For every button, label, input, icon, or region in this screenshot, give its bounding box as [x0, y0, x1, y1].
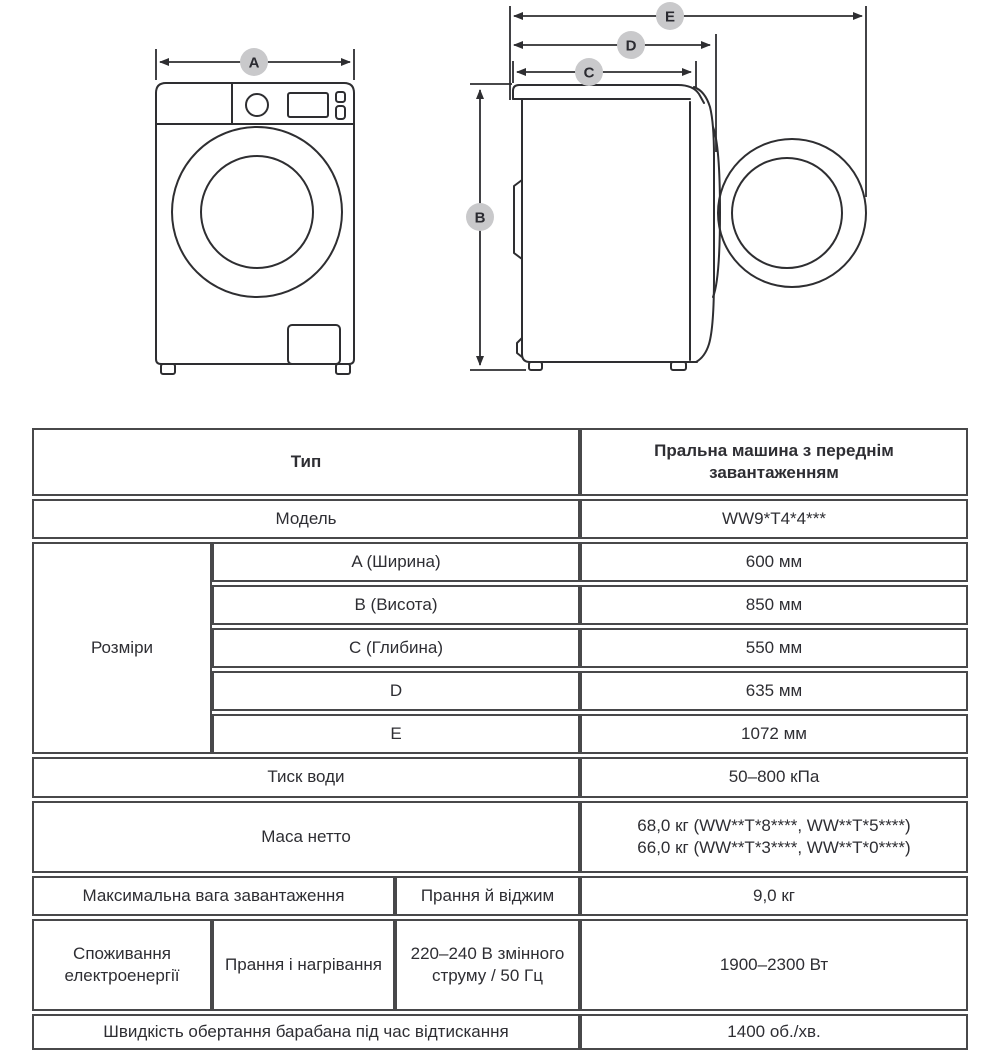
door-outer-ring: [172, 127, 342, 297]
dimension-c-label: C: [583, 64, 595, 82]
dimension-e-label: E: [664, 8, 676, 26]
max-load-label: Максимальна вага завантаження: [32, 876, 395, 916]
net-weight-value: [580, 801, 968, 873]
dimension-e-name: E: [212, 714, 580, 754]
display-panel: [288, 93, 328, 117]
spin-speed-label: Швидкість обертання барабана під час відтискання: [32, 1014, 580, 1050]
side-left-foot: [529, 362, 542, 370]
dimension-e-value: 1072 мм: [580, 714, 968, 754]
net-weight-line-1: 68,0 кг (WW**T*8****, WW**T*5****): [637, 815, 911, 835]
net-weight-line-2: 66,0 кг (WW**T*3****, WW**T*0****): [637, 838, 911, 857]
open-door-outer: [718, 139, 866, 287]
dimension-c-name: C (Глибина): [212, 628, 580, 668]
dimension-a-name: A (Ширина): [212, 542, 580, 582]
door-window: [201, 156, 313, 268]
rear-panel-bump: [514, 180, 522, 259]
washer-front-body: [156, 83, 354, 374]
model-value: WW9*T4*4***: [580, 499, 968, 539]
dimension-d-label: D: [625, 37, 637, 55]
table-row: [32, 428, 968, 496]
table-row: [32, 1014, 968, 1050]
table-row: [32, 801, 968, 873]
power-label: Споживання електроенергії: [32, 919, 212, 1011]
table-row: [32, 499, 968, 539]
water-pressure-label: Тиск води: [32, 757, 580, 798]
water-pressure-value: 50–800 кПа: [580, 757, 968, 798]
net-weight-label: Маса нетто: [32, 801, 580, 873]
dimension-b-name: B (Висота): [212, 585, 580, 625]
filter-cover: [288, 325, 340, 364]
dimension-d-name: D: [212, 671, 580, 711]
left-foot: [161, 364, 175, 374]
dimension-d: [514, 31, 716, 152]
type-value: [580, 428, 968, 496]
side-view-diagram: [450, 5, 900, 400]
power-value: 1900–2300 Вт: [580, 919, 968, 1011]
table-row: [32, 919, 968, 1011]
panel-button-top: [336, 92, 345, 102]
dimension-a-label: A: [248, 54, 260, 72]
power-mode: Прання і нагрівання: [212, 919, 395, 1011]
dimension-c-value: 550 мм: [580, 628, 968, 668]
table-row: [32, 757, 968, 798]
table-row: [32, 542, 968, 582]
dimension-a-value: 600 мм: [580, 542, 968, 582]
control-knob: [246, 94, 268, 116]
max-load-value: 9,0 кг: [580, 876, 968, 916]
dimension-a: [156, 48, 354, 80]
type-label: Тип: [32, 428, 580, 496]
dimension-c: [513, 58, 696, 87]
right-foot: [336, 364, 350, 374]
power-condition: 220–240 В змінного струму / 50 Гц: [395, 919, 580, 1011]
type-value-text: Пральна машина з переднім завантаженням: [654, 440, 894, 482]
open-door-window: [732, 158, 842, 268]
front-view-diagram: [130, 30, 390, 395]
panel-button-bottom: [336, 106, 345, 119]
side-right-foot: [671, 362, 686, 370]
dimension-d-value: 635 мм: [580, 671, 968, 711]
door-panel-profile: [694, 87, 714, 362]
dimension-b-label: B: [474, 209, 486, 227]
spec-table: [32, 425, 968, 1053]
washer-side-body: [513, 85, 866, 370]
dimension-b-value: 850 мм: [580, 585, 968, 625]
max-load-mode: Прання й віджим: [395, 876, 580, 916]
model-label: Модель: [32, 499, 580, 539]
spin-speed-value: 1400 об./хв.: [580, 1014, 968, 1050]
dimension-b: [466, 84, 526, 370]
dimensions-label: Розміри: [32, 542, 212, 754]
table-row: [32, 876, 968, 916]
